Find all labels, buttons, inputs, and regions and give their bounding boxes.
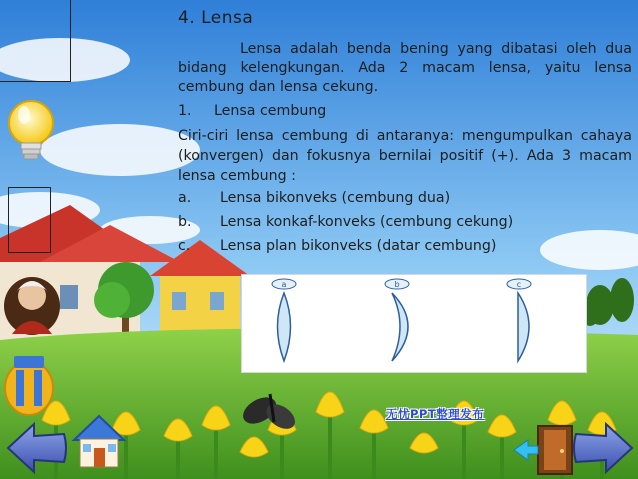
promo-link[interactable]: 无忧PPT整理发布 [386,407,485,421]
lens-biconvex [272,279,296,361]
section-heading: 4. Lensa [178,8,254,28]
home-icon[interactable] [70,412,128,472]
subheading-text: Lensa cembung [214,103,327,119]
scientist-portrait-icon[interactable] [2,272,62,336]
next-arrow-button[interactable] [572,420,636,476]
lens-c-label: c [516,280,522,289]
list-item-text: Lensa plan bikonveks (datar cembung) [220,238,497,254]
list-item [178,186,632,210]
lens-figure-panel [241,274,587,373]
intro-text: Lensa adalah benda bening yang dibatasi oleh dua bidang kelengkungan. Ada 2 macam lensa, yaitu lensa cembung dan lensa cekung. [178,41,632,95]
list-item-label: c. [178,238,191,254]
lens-concave-convex [385,279,409,361]
exit-door-icon[interactable] [512,424,576,476]
slide-content [178,8,632,258]
lens-b-label: b [394,280,400,289]
list-item-text: Lensa bikonveks (cembung dua) [220,190,451,206]
lens-plano-convex [507,279,531,361]
subheading [178,102,632,121]
previous-arrow-button[interactable] [4,420,70,476]
left-frame-box [8,187,51,253]
list-item-text: Lensa konkaf-konveks (cembung cekung) [220,214,514,230]
description-paragraph: Ciri-ciri lensa cembung di antaranya: mengumpulkan cahaya (konvergen) dan fokusnya bernilai positif (+). Ada 3 macam lensa cembung : [178,128,632,184]
lightbulb-icon[interactable] [4,96,58,166]
intro-paragraph [178,40,632,97]
top-left-frame [0,0,71,82]
subheading-number: 1. [178,103,192,119]
list-item [178,234,632,258]
lens-a-label: a [281,280,287,289]
list-item-label: b. [178,214,192,230]
lens-figure [242,275,586,372]
list-item-label: a. [178,190,192,206]
info-button[interactable] [2,352,56,416]
list-item [178,210,632,234]
